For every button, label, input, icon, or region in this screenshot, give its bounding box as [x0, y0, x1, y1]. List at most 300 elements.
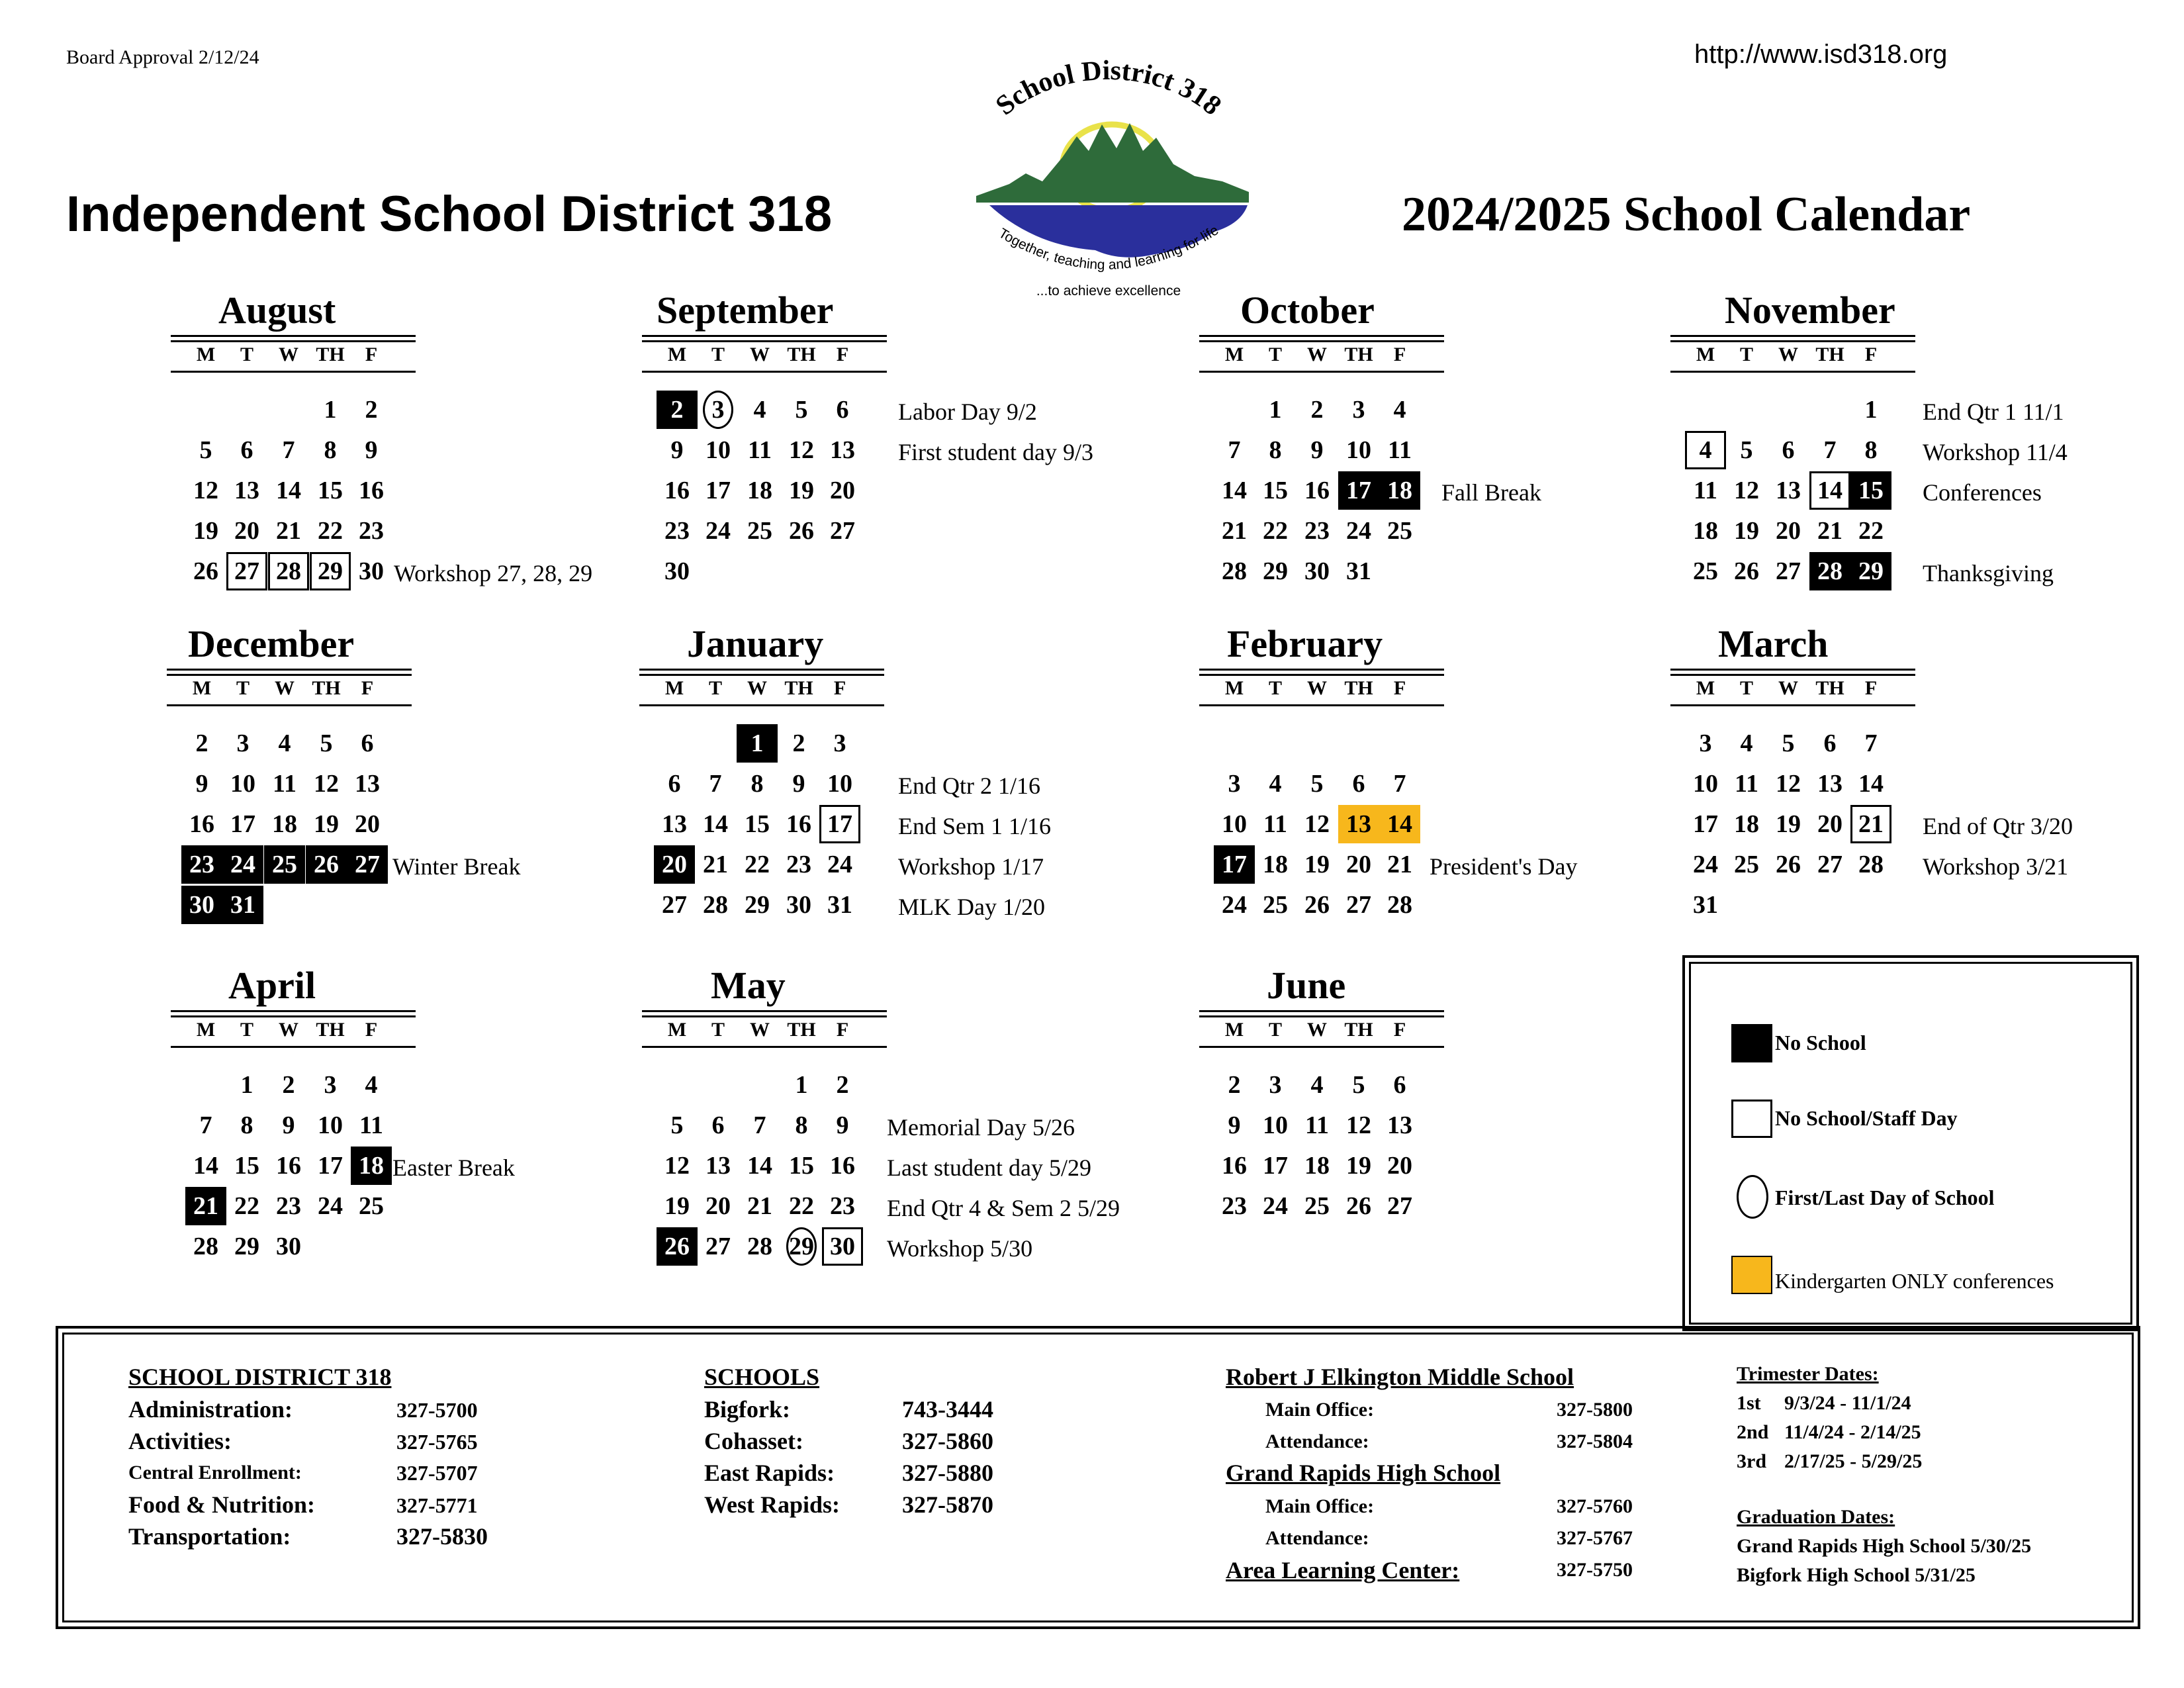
- weekday-divider: [167, 704, 412, 706]
- legend-label-first-last: First/Last Day of School: [1775, 1186, 1995, 1209]
- weekday-label: F: [1864, 677, 1878, 699]
- calendar-day: 20: [654, 845, 695, 884]
- weekday-header: [181, 677, 388, 700]
- calendar-day: 3: [833, 729, 846, 757]
- weekday-label: F: [1393, 1019, 1406, 1041]
- month-note: End Qtr 1 11/1: [1923, 399, 2064, 425]
- calendar-day: 20: [830, 477, 855, 504]
- month-name: May: [711, 964, 786, 1007]
- calendar-day: 18: [1693, 517, 1718, 545]
- calendar-day: 27: [1387, 1192, 1412, 1220]
- weekday-label: M: [196, 344, 216, 365]
- high-main-label: Main Office:: [1265, 1495, 1375, 1517]
- calendar-day: 5: [320, 729, 333, 757]
- calendar-day: 29: [310, 552, 351, 590]
- legend-swatch-kindergarten: [1731, 1256, 1772, 1294]
- calendar-day: 17: [230, 810, 255, 838]
- month-divider: [1199, 335, 1444, 342]
- calendar-day: 8: [751, 770, 764, 798]
- weekday-label: TH: [1344, 344, 1373, 365]
- calendar-day: 13: [355, 770, 380, 798]
- calendar-day: 8: [795, 1111, 808, 1139]
- logo-tagline-2: ...to achieve excellence: [1036, 283, 1181, 299]
- calendar-day: 11: [1263, 810, 1287, 838]
- weekday-label: F: [836, 1019, 849, 1041]
- trimester-dates: 11/4/24 - 2/14/25: [1784, 1421, 1921, 1443]
- calendar-day: 2: [657, 391, 698, 429]
- calendar-day: 19: [1304, 851, 1330, 878]
- calendar-day: 11: [359, 1111, 383, 1139]
- district-contact-label: Food & Nutrition:: [128, 1491, 315, 1518]
- graduation-heading: Graduation Dates:: [1737, 1506, 1895, 1528]
- school-contact-label: Bigfork:: [704, 1396, 790, 1423]
- weekday-label: W: [1307, 344, 1327, 365]
- calendar-day: 6: [240, 436, 253, 464]
- graduation-date: Grand Rapids High School 5/30/25: [1737, 1535, 2032, 1557]
- school-contact-phone: 327-5870: [902, 1491, 993, 1518]
- calendar-day: 15: [1263, 477, 1288, 504]
- weekday-divider: [642, 371, 887, 373]
- calendar-day: 19: [1734, 517, 1759, 545]
- school-contact-label: West Rapids:: [704, 1491, 841, 1518]
- calendar-day: 14: [703, 810, 728, 838]
- calendar-day: 25: [264, 845, 305, 884]
- calendar-day: 27: [705, 1233, 731, 1260]
- weekday-label: TH: [316, 344, 345, 365]
- weekday-header: [657, 1018, 863, 1042]
- weekday-label: T: [240, 344, 253, 365]
- calendar-day: 28: [1809, 552, 1850, 590]
- trimester-heading: Trimester Dates:: [1737, 1363, 1879, 1385]
- weekday-label: M: [196, 1019, 216, 1041]
- calendar-day: 24: [827, 851, 852, 878]
- middle-main-phone: 327-5800: [1557, 1399, 1633, 1421]
- calendar-day: 27: [662, 891, 687, 919]
- calendar-day: 14: [193, 1152, 218, 1180]
- calendar-day: 26: [1734, 557, 1759, 585]
- weekday-label: W: [1307, 677, 1327, 699]
- calendar-day: 17: [318, 1152, 343, 1180]
- month-note: Workshop 11/4: [1923, 439, 2068, 465]
- calendar-day: 10: [827, 770, 852, 798]
- trimester-dates: 2/17/25 - 5/29/25: [1784, 1450, 1923, 1472]
- calendar-day: 6: [1352, 770, 1365, 798]
- calendar-day: 20: [355, 810, 380, 838]
- calendar-day: 21: [747, 1192, 772, 1220]
- district-contact-phone: 327-5771: [396, 1493, 478, 1517]
- high-main-phone: 327-5760: [1557, 1495, 1633, 1517]
- district-contact-phone: 327-5765: [396, 1430, 478, 1454]
- logo-arc-text: School District 318: [990, 55, 1227, 122]
- calendar-day: 4: [753, 396, 766, 424]
- calendar-day: 27: [830, 517, 855, 545]
- calendar-day: 4: [365, 1071, 378, 1099]
- weekday-header: [657, 343, 863, 367]
- calendar-day: 20: [1817, 810, 1843, 838]
- district-logo-graphic: [963, 52, 1254, 310]
- calendar-day: 16: [830, 1152, 855, 1180]
- month-name: February: [1227, 622, 1383, 665]
- calendar-day: 26: [657, 1227, 698, 1266]
- calendar-day: 19: [789, 477, 814, 504]
- weekday-label: M: [1224, 677, 1244, 699]
- calendar-day: 12: [1734, 477, 1759, 504]
- weekday-label: F: [1864, 344, 1878, 365]
- middle-attendance-phone: 327-5804: [1557, 1430, 1633, 1452]
- calendar-day: 2: [1310, 396, 1324, 424]
- calendar-day: 21: [1387, 851, 1412, 878]
- middle-main-label: Main Office:: [1265, 1399, 1375, 1421]
- calendar-day: 11: [1305, 1111, 1329, 1139]
- weekday-label: TH: [312, 677, 341, 699]
- calendar-day: 23: [359, 517, 384, 545]
- weekday-label: TH: [1815, 677, 1844, 699]
- calendar-day: 11: [1388, 436, 1412, 464]
- month-name: June: [1267, 964, 1346, 1007]
- calendar-day: 6: [1393, 1071, 1406, 1099]
- calendar-day: 25: [747, 517, 772, 545]
- calendar-day: 9: [792, 770, 805, 798]
- calendar-day: 22: [745, 851, 770, 878]
- calendar-day: 28: [1387, 891, 1412, 919]
- calendar-day: 4: [1269, 770, 1282, 798]
- weekday-label: M: [667, 1019, 687, 1041]
- calendar-day: 9: [670, 436, 684, 464]
- calendar-day: 4: [1393, 396, 1406, 424]
- calendar-day: 24: [1263, 1192, 1288, 1220]
- calendar-day: 27: [347, 845, 388, 884]
- calendar-day: 15: [789, 1152, 814, 1180]
- weekday-label: T: [1739, 344, 1753, 365]
- calendar-day: 5: [199, 436, 212, 464]
- calendar-day: 20: [1776, 517, 1801, 545]
- calendar-day: 22: [789, 1192, 814, 1220]
- calendar-day: 3: [236, 729, 250, 757]
- weekday-divider: [171, 371, 416, 373]
- calendar-day: 12: [1346, 1111, 1371, 1139]
- weekday-divider: [642, 1046, 887, 1048]
- weekday-header: [654, 677, 860, 700]
- calendar-day: 18: [272, 810, 297, 838]
- calendar-day: 4: [278, 729, 291, 757]
- calendar-day: 7: [1228, 436, 1241, 464]
- legend-label-staff-day: No School/Staff Day: [1775, 1106, 1958, 1130]
- calendar-day: 27: [1346, 891, 1371, 919]
- weekday-label: F: [365, 344, 378, 365]
- weekday-divider: [1199, 1046, 1444, 1048]
- weekday-label: W: [1778, 677, 1798, 699]
- weekday-label: M: [667, 344, 687, 365]
- calendar-day: 24: [1222, 891, 1247, 919]
- weekday-header: [185, 1018, 392, 1042]
- calendar-day: 11: [1694, 477, 1717, 504]
- contact-box: [56, 1326, 2140, 1629]
- month-note: Last student day 5/29: [887, 1154, 1091, 1181]
- calendar-day: 17: [1338, 471, 1379, 510]
- calendar-day: 23: [276, 1192, 301, 1220]
- weekday-label: M: [1696, 344, 1715, 365]
- month-name: April: [228, 964, 316, 1007]
- calendar-day: 14: [1222, 477, 1247, 504]
- calendar-day: 7: [709, 770, 722, 798]
- school-contact-label: Cohasset:: [704, 1428, 803, 1454]
- month-note: Workshop 3/21: [1923, 853, 2069, 880]
- calendar-day: 25: [1263, 891, 1288, 919]
- calendar-day: 5: [795, 396, 808, 424]
- calendar-day: 14: [1858, 770, 1884, 798]
- calendar-day: 6: [711, 1111, 725, 1139]
- calendar-day: 5: [1310, 770, 1324, 798]
- calendar-day: 17: [705, 477, 731, 504]
- calendar-day: 25: [1734, 851, 1759, 878]
- weekday-label: W: [1778, 344, 1798, 365]
- calendar-day: 1: [795, 1071, 808, 1099]
- calendar-day: 5: [1782, 729, 1795, 757]
- month-note: Workshop 1/17: [898, 853, 1044, 880]
- month-note: End Qtr 4 & Sem 2 5/29: [887, 1195, 1120, 1221]
- weekday-label: T: [711, 1019, 725, 1041]
- calendar-day: 4: [1685, 431, 1726, 469]
- calendar-day: 19: [664, 1192, 690, 1220]
- calendar-day: 4: [1310, 1071, 1324, 1099]
- calendar-day: 21: [185, 1187, 226, 1225]
- legend-label-kindergarten: Kindergarten ONLY conferences: [1775, 1269, 2054, 1293]
- calendar-day: 28: [1222, 557, 1247, 585]
- weekday-label: T: [1268, 1019, 1282, 1041]
- weekday-label: TH: [1815, 344, 1844, 365]
- legend-swatch-no-school: [1731, 1024, 1772, 1062]
- trimester-label: 1st: [1737, 1392, 1761, 1414]
- calendar-day: 15: [1850, 471, 1891, 510]
- weekday-header: [185, 343, 392, 367]
- calendar-day: 2: [195, 729, 208, 757]
- calendar-day: 16: [276, 1152, 301, 1180]
- calendar-day: 26: [1346, 1192, 1371, 1220]
- calendar-day: 7: [1393, 770, 1406, 798]
- month-name: December: [188, 622, 355, 665]
- calendar-day: 13: [1387, 1111, 1412, 1139]
- school-contact-label: East Rapids:: [704, 1460, 835, 1486]
- calendar-day: 15: [318, 477, 343, 504]
- logo-trees: [976, 123, 1249, 203]
- month-note: Thanksgiving: [1923, 560, 2054, 586]
- calendar-title: 2024/2025 School Calendar: [1402, 187, 1971, 242]
- high-attendance-phone: 327-5767: [1557, 1527, 1633, 1549]
- calendar-day: 7: [1823, 436, 1837, 464]
- calendar-day: 2: [282, 1071, 295, 1099]
- calendar-day: 8: [240, 1111, 253, 1139]
- calendar-day: 30: [786, 891, 811, 919]
- weekday-label: F: [1393, 344, 1406, 365]
- calendar-day: 28: [193, 1233, 218, 1260]
- calendar-day: 21: [1222, 517, 1247, 545]
- calendar-day: 9: [1228, 1111, 1241, 1139]
- board-approval-note: Board Approval 2/12/24: [66, 46, 259, 68]
- calendar-day: 7: [282, 436, 295, 464]
- calendar-day: 4: [1740, 729, 1753, 757]
- logo-tagline-1: Together, teaching and learning for life: [995, 222, 1222, 273]
- calendar-day: 18: [1379, 471, 1420, 510]
- high-school-heading: Grand Rapids High School: [1226, 1460, 1501, 1486]
- month-divider: [1670, 335, 1915, 342]
- calendar-day: 1: [324, 396, 337, 424]
- calendar-day: 17: [1693, 810, 1718, 838]
- website-url[interactable]: http://www.isd318.org: [1694, 40, 1948, 69]
- weekday-label: T: [1739, 677, 1753, 699]
- month-name: January: [687, 622, 824, 665]
- calendar-day: 24: [705, 517, 731, 545]
- calendar-day: 29: [781, 1227, 822, 1266]
- calendar-day: 22: [1263, 517, 1288, 545]
- calendar-day: 3: [1228, 770, 1241, 798]
- calendar-day: 19: [1346, 1152, 1371, 1180]
- calendar-day: 30: [276, 1233, 301, 1260]
- month-name: August: [218, 289, 336, 332]
- weekday-label: T: [1268, 344, 1282, 365]
- calendar-day: 31: [827, 891, 852, 919]
- district-contact-label: Administration:: [128, 1396, 293, 1423]
- district-contact-phone: 327-5700: [396, 1398, 478, 1422]
- calendar-day: 3: [1352, 396, 1365, 424]
- weekday-label: W: [1307, 1019, 1327, 1041]
- calendar-day: 2: [792, 729, 805, 757]
- weekday-label: W: [747, 677, 767, 699]
- weekday-label: W: [750, 1019, 770, 1041]
- school-contact-phone: 743-3444: [902, 1396, 993, 1423]
- calendar-day: 24: [318, 1192, 343, 1220]
- calendar-day: 12: [664, 1152, 690, 1180]
- weekday-header: [1685, 343, 1891, 367]
- month-name: October: [1240, 289, 1375, 332]
- weekday-label: F: [1393, 677, 1406, 699]
- calendar-day: 13: [662, 810, 687, 838]
- calendar-day: 8: [1864, 436, 1878, 464]
- weekday-label: W: [275, 677, 295, 699]
- trimester-dates: 9/3/24 - 11/1/24: [1784, 1392, 1911, 1414]
- calendar-day: 11: [1735, 770, 1758, 798]
- calendar-day: 16: [664, 477, 690, 504]
- calendar-day: 25: [1304, 1192, 1330, 1220]
- calendar-day: 22: [318, 517, 343, 545]
- calendar-day: 12: [1776, 770, 1801, 798]
- weekday-label: TH: [787, 1019, 816, 1041]
- calendar-day: 25: [1693, 557, 1718, 585]
- calendar-day: 7: [199, 1111, 212, 1139]
- calendar-day: 17: [1263, 1152, 1288, 1180]
- month-divider: [1199, 1010, 1444, 1017]
- calendar-day: 21: [1817, 517, 1843, 545]
- weekday-header: [1214, 1018, 1420, 1042]
- month-note: End Sem 1 1/16: [898, 813, 1051, 839]
- month-divider: [171, 1010, 416, 1017]
- district-contacts-heading: SCHOOL DISTRICT 318: [128, 1364, 392, 1390]
- month-note: End of Qtr 3/20: [1923, 813, 2073, 839]
- legend: [1682, 955, 2139, 1331]
- trimester-label: 2nd: [1737, 1421, 1769, 1443]
- calendar-day: 23: [664, 517, 690, 545]
- calendar-day: 28: [747, 1233, 772, 1260]
- calendar-day: 26: [193, 557, 218, 585]
- alc-phone: 327-5750: [1557, 1559, 1633, 1581]
- calendar-day: 10: [230, 770, 255, 798]
- district-contact-phone: 327-5830: [396, 1523, 488, 1550]
- weekday-label: TH: [1344, 677, 1373, 699]
- weekday-label: M: [1696, 677, 1715, 699]
- calendar-day: 12: [314, 770, 339, 798]
- month-divider: [639, 669, 884, 676]
- calendar-day: 24: [1346, 517, 1371, 545]
- calendar-day: 1: [737, 724, 778, 763]
- calendar-day: 23: [830, 1192, 855, 1220]
- calendar-day: 29: [1850, 552, 1891, 590]
- weekday-header: [1214, 343, 1420, 367]
- calendar-day: 20: [234, 517, 259, 545]
- calendar-day: 17: [1214, 845, 1255, 884]
- calendar-day: 22: [1858, 517, 1884, 545]
- calendar-day: 1: [240, 1071, 253, 1099]
- month-divider: [167, 669, 412, 676]
- school-contact-phone: 327-5880: [902, 1460, 993, 1486]
- month-note: Workshop 5/30: [887, 1235, 1033, 1262]
- weekday-label: T: [1268, 677, 1282, 699]
- calendar-day: 18: [1263, 851, 1288, 878]
- school-contact-phone: 327-5860: [902, 1428, 993, 1454]
- weekday-label: F: [361, 677, 374, 699]
- calendar-day: 28: [703, 891, 728, 919]
- district-contact-label: Central Enrollment:: [128, 1462, 302, 1483]
- calendar-day: 5: [1352, 1071, 1365, 1099]
- middle-school-heading: Robert J Elkington Middle School: [1226, 1364, 1574, 1390]
- weekday-label: M: [664, 677, 684, 699]
- calendar-day: 6: [1823, 729, 1837, 757]
- calendar-day: 24: [1693, 851, 1718, 878]
- calendar-day: 30: [181, 886, 222, 924]
- weekday-divider: [1199, 704, 1444, 706]
- weekday-label: F: [833, 677, 846, 699]
- month-note: Memorial Day 5/26: [887, 1114, 1075, 1141]
- calendar-day: 23: [181, 845, 222, 884]
- calendar-day: 26: [789, 517, 814, 545]
- calendar-day: 6: [836, 396, 849, 424]
- month-divider: [642, 1010, 887, 1017]
- calendar-day: 10: [1693, 770, 1718, 798]
- calendar-day: 9: [282, 1111, 295, 1139]
- calendar-day: 6: [361, 729, 374, 757]
- calendar-day: 9: [1310, 436, 1324, 464]
- month-note: Labor Day 9/2: [898, 399, 1037, 425]
- calendar-day: 16: [189, 810, 214, 838]
- weekday-header: [1214, 677, 1420, 700]
- calendar-day: 30: [822, 1227, 863, 1266]
- weekday-label: T: [711, 344, 725, 365]
- calendar-day: 13: [705, 1152, 731, 1180]
- calendar-day: 16: [786, 810, 811, 838]
- calendar-day: 10: [1263, 1111, 1288, 1139]
- calendar-day: 16: [359, 477, 384, 504]
- calendar-day: 21: [703, 851, 728, 878]
- legend-swatch-staff-day: [1731, 1100, 1772, 1138]
- calendar-day: 3: [324, 1071, 337, 1099]
- calendar-day: 7: [1864, 729, 1878, 757]
- calendar-day: 2: [1228, 1071, 1241, 1099]
- calendar-day: 14: [276, 477, 301, 504]
- calendar-day: 6: [668, 770, 681, 798]
- trimester-label: 3rd: [1737, 1450, 1766, 1472]
- calendar-day: 30: [664, 557, 690, 585]
- calendar-day: 3: [1699, 729, 1712, 757]
- calendar-day: 27: [226, 552, 267, 590]
- weekday-divider: [171, 1046, 416, 1048]
